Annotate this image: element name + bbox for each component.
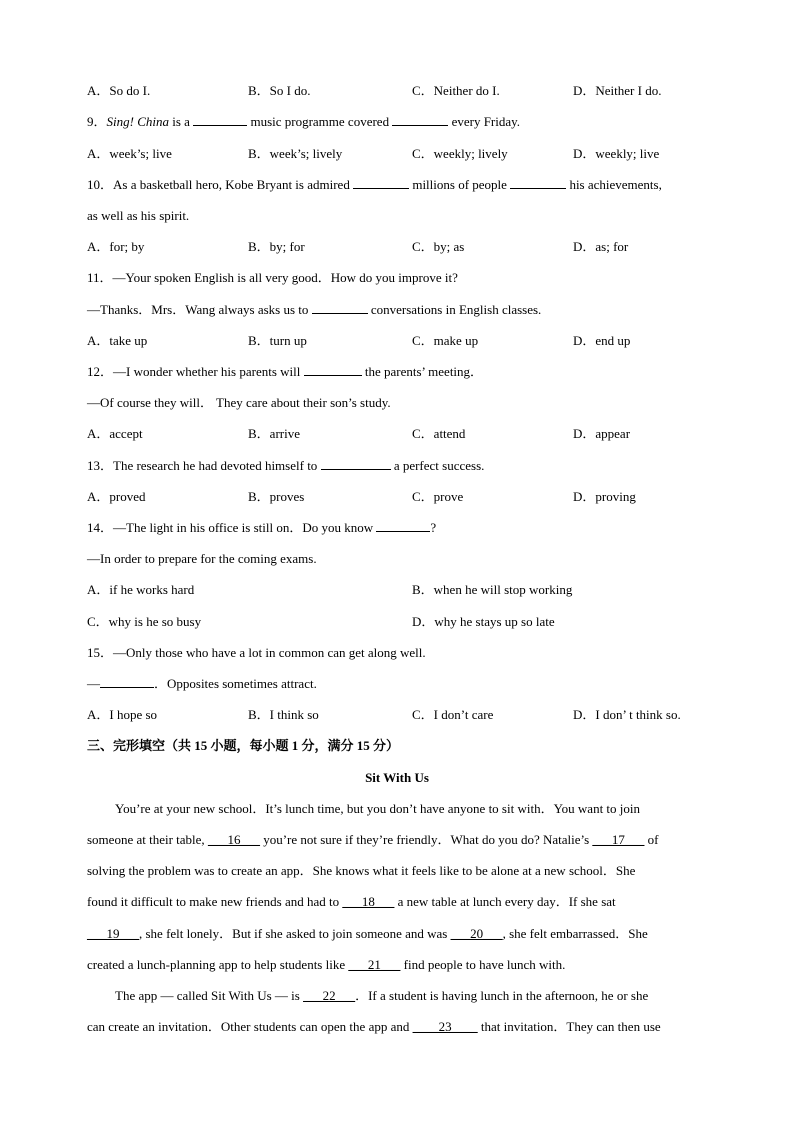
q15-blank — [100, 675, 154, 688]
q10-blank-1 — [353, 176, 409, 189]
q14-blank — [376, 519, 430, 532]
q10-line-2: as well as his spirit. — [87, 208, 190, 223]
q14-option-c: C．why is he so busy — [87, 614, 202, 629]
passage-text: The app — called Sit With Us — is — [115, 988, 304, 1003]
q8-options — [87, 82, 727, 100]
q11-options — [87, 332, 727, 350]
q13-text-a: 13．The research he had devoted himself to — [87, 458, 321, 473]
q15-option-c: C．I don’t care — [412, 707, 494, 722]
passage-text: created a lunch-planning app to help students like — [87, 957, 349, 972]
q15-option-a: A．I hope so — [87, 707, 158, 722]
passage-text: a new table at lunch every day．If she sat — [394, 894, 616, 909]
q13-options — [87, 488, 727, 506]
passage-text: , she felt lonely．But if she asked to join someone and was — [139, 926, 451, 941]
q11-line-2 — [87, 301, 717, 319]
q14-stem — [87, 519, 717, 537]
passage-p1-line-2 — [87, 831, 717, 849]
q13-blank — [321, 457, 391, 470]
q9-options — [87, 145, 727, 163]
q10-option-c: C．by; as — [412, 239, 465, 254]
passage-text: you’re not sure if they’re friendly．What do you do? Natalie’s — [259, 832, 593, 847]
q12-option-c: C．attend — [412, 426, 466, 441]
q8-option-c: C．Neither do I. — [412, 83, 500, 98]
q9-stem — [87, 113, 717, 131]
passage-p2-line-2 — [87, 1018, 717, 1036]
q12-stem — [87, 363, 717, 381]
q14-options-row-2 — [87, 613, 727, 631]
blank-23: ____23____ — [412, 1019, 478, 1034]
q13-option-d: D．proving — [573, 489, 636, 504]
q9-text-b: music programme covered — [247, 114, 393, 129]
q13-option-a: A．proved — [87, 489, 146, 504]
q15-options — [87, 706, 727, 724]
section-3-title: 三、完形填空（共 15 小题，每小题 1 分，满分 15 分） — [87, 738, 400, 753]
q11-blank — [312, 301, 368, 314]
q12-option-b: B．arrive — [248, 426, 300, 441]
q9-text-c: every Friday. — [448, 114, 521, 129]
blank-16: ___16___ — [207, 832, 260, 847]
q14-line-2: —In order to prepare for the coming exams. — [87, 551, 317, 566]
q14-text-b: ? — [430, 520, 437, 535]
q12-line-2: —Of course they will． They care about their son’s study. — [87, 395, 391, 410]
q10-text-c: his achievements, — [566, 177, 662, 192]
passage-text: that invitation．They can then use — [477, 1019, 661, 1034]
passage-text: of — [644, 832, 659, 847]
q14-option-a: A．if he works hard — [87, 582, 195, 597]
q11-option-b: B．turn up — [248, 333, 307, 348]
q8-option-d: D．Neither I do. — [573, 83, 662, 98]
q14-options-row-1 — [87, 581, 727, 599]
q9-blank-2 — [392, 113, 448, 126]
passage-text: , she felt embarrassed．She — [502, 926, 648, 941]
q15-stem: 15．—Only those who have a lot in common can get along well. — [87, 645, 426, 660]
q12-options — [87, 425, 727, 443]
q11-option-c: C．make up — [412, 333, 479, 348]
q14-text-a: 14．—The light in his office is still on．Do you know — [87, 520, 377, 535]
q9-number: 9． — [87, 114, 107, 129]
passage-text: find people to have lunch with. — [400, 957, 566, 972]
q12-blank — [304, 363, 362, 376]
q9-option-b: B．week’s; lively — [248, 146, 343, 161]
q10-text-a: 10．As a basketball hero, Kobe Bryant is admired — [87, 177, 354, 192]
q10-stem — [87, 176, 717, 194]
q15-text-b: ．Opposites sometimes attract. — [154, 676, 317, 691]
passage-text: ．If a student is having lunch in the afternoon, he or she — [355, 988, 649, 1003]
q13-text-b: a perfect success. — [390, 458, 485, 473]
passage-p1-line-4 — [87, 893, 717, 911]
q12-text-b: the parents’ meeting． — [361, 364, 484, 379]
q11-option-d: D．end up — [573, 333, 631, 348]
passage-p1-line-1: You’re at your new school．It’s lunch time, but you don’t have anyone to sit with．You want to join — [115, 801, 641, 816]
passage-text: can create an invitation．Other students can open the app and — [87, 1019, 413, 1034]
q9-blank-1 — [193, 113, 247, 126]
passage-p2-line-1 — [115, 987, 745, 1005]
q13-option-b: B．proves — [248, 489, 305, 504]
q8-option-b: B．So I do. — [248, 83, 311, 98]
q11-option-a: A．take up — [87, 333, 148, 348]
q11-text-b: conversations in English classes. — [367, 302, 542, 317]
q8-option-a: A．So do I. — [87, 83, 151, 98]
passage-text: found it difficult to make new friends and had to — [87, 894, 343, 909]
q10-text-b: millions of people — [409, 177, 511, 192]
q15-option-d: D．I don’ t think so. — [573, 707, 681, 722]
passage-p1-line-6 — [87, 956, 717, 974]
q14-option-b: B．when he will stop working — [412, 582, 573, 597]
passage-title: Sit With Us — [365, 770, 429, 785]
q11-text-a: —Thanks．Mrs．Wang always asks us to — [87, 302, 312, 317]
q15-text-a: — — [87, 676, 100, 691]
q14-option-d: D．why he stays up so late — [412, 614, 555, 629]
passage-p1-line-3: solving the problem was to create an app．She knows what it feels like to be alone at a new school．She — [87, 863, 636, 878]
q15-line-2 — [87, 675, 717, 693]
blank-20: ___20___ — [450, 926, 503, 941]
q9-option-d: D．weekly; live — [573, 146, 660, 161]
q10-option-d: D．as; for — [573, 239, 629, 254]
blank-18: ___18___ — [342, 894, 395, 909]
q13-option-c: C．prove — [412, 489, 464, 504]
q9-option-a: A．week’s; live — [87, 146, 172, 161]
blank-17: ___17___ — [592, 832, 645, 847]
q9-text-a: is a — [169, 114, 194, 129]
passage-text: someone at their table, — [87, 832, 208, 847]
blank-21: ___21___ — [348, 957, 401, 972]
blank-22: ___22___ — [303, 988, 356, 1003]
q10-options — [87, 238, 727, 256]
q11-stem: 11．—Your spoken English is all very good．How do you improve it? — [87, 270, 458, 285]
q9-option-c: C．weekly; lively — [412, 146, 508, 161]
blank-19: ___19___ — [87, 926, 139, 941]
q10-option-a: A．for; by — [87, 239, 145, 254]
passage-p1-line-5 — [87, 925, 717, 943]
q12-option-a: A．accept — [87, 426, 143, 441]
q9-title-italic: Sing! China — [106, 114, 169, 129]
q15-option-b: B．I think so — [248, 707, 319, 722]
q10-blank-2 — [510, 176, 566, 189]
q13-stem — [87, 457, 717, 475]
q10-option-b: B．by; for — [248, 239, 305, 254]
q12-text-a: 12．—I wonder whether his parents will — [87, 364, 304, 379]
q12-option-d: D．appear — [573, 426, 631, 441]
